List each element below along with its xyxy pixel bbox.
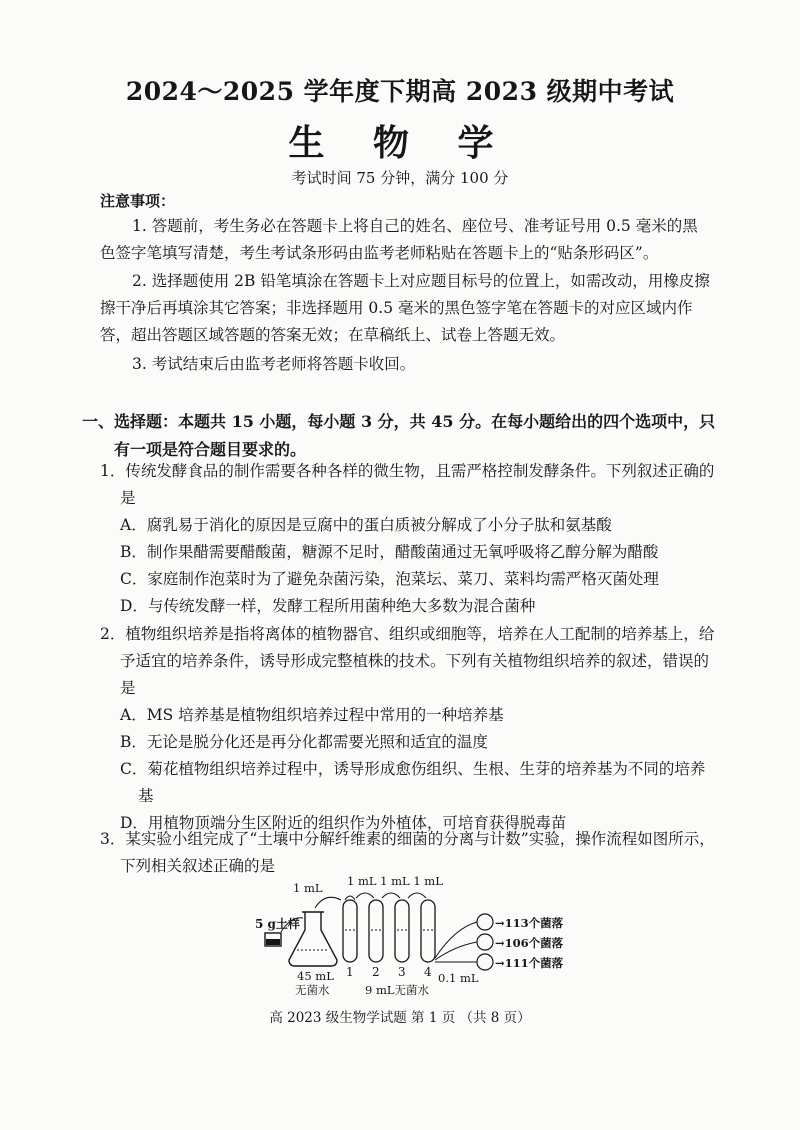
transfer-arrow-icon <box>315 897 341 908</box>
tube-label: 2 <box>372 965 380 979</box>
notice-item-3: 3. 考试结束后由监考老师将答题卡收回。 <box>132 355 416 373</box>
option-b: B．制作果醋需要醋酸菌，糖源不足时，醋酸菌通过无氧呼吸将乙醇分解为醋酸 <box>120 543 659 561</box>
test-tube-3-icon <box>382 893 409 962</box>
question-1 <box>100 458 720 620</box>
notice-item-1: 1. 答题前，考生务必在答题卡上将自己的姓名、座位号、准考证号用 0.5 毫米的黑色签字笔填写清楚，考生考试条形码由监考老师粘贴在答题卡上的“贴条形码区”。 <box>100 217 698 262</box>
question-stem: 2．植物组织培养是指将离体的植物器官、组织或细胞等，培养在人工配制的培养基上，给予适宜的培养条件，诱导形成完整植株的技术。下列有关植物组织培养的叙述，错误的是 <box>100 625 715 697</box>
plating-volume-label: 0.1 mL <box>438 971 479 985</box>
section-heading <box>82 408 722 464</box>
option-a: A．腐乳易于消化的原因是豆腐中的蛋白质被分解成了小分子肽和氨基酸 <box>120 516 612 534</box>
plating-arrow-icon <box>435 922 477 958</box>
subject-title: 生 物 学 <box>288 122 512 164</box>
soil-beaker-icon <box>265 933 281 946</box>
page-footer: 高 2023 级生物学试题 第 1 页 （共 8 页） <box>269 1010 531 1026</box>
question-stem: 3．某实验小组完成了“土壤中分解纤维素的细菌的分离与计数”实验，操作流程如图所示，下列相关叙述正确的是 <box>100 830 715 875</box>
test-tube-1-icon <box>343 896 357 962</box>
soil-label: 5 g土样 <box>255 917 300 931</box>
colony-count: →111个菌落 <box>495 956 564 970</box>
exam-title: 2024～2025 学年度下期高 2023 级期中考试 <box>125 77 675 106</box>
option-b: B．无论是脱分化还是再分化都需要光照和适宜的温度 <box>120 733 488 751</box>
tube-label: 3 <box>398 965 406 979</box>
series-transfer-label: 1 mL 1 mL 1 mL <box>347 874 443 888</box>
section-heading-line-2: 有一项是符合题目要求的。 <box>114 440 307 459</box>
question-stem: 1．传统发酵食品的制作需要各种各样的微生物，且需严格控制发酵条件。下列叙述正确的是 <box>100 462 715 507</box>
petri-dish-icon <box>477 934 493 950</box>
colony-count: →113个菌落 <box>495 916 564 930</box>
notice-item-2: 2. 选择题使用 2B 铅笔填涂在答题卡上对应题目标号的位置上，如需改动，用橡皮擦擦干净后再填涂其它答案；非选择题用 0.5 毫米的黑色签字笔在答题卡的对应区域内作答，超出答题区域答题的答案无效；在草稿纸上、试卷上答题无效。 <box>100 272 710 344</box>
dilution-figure <box>255 870 585 1000</box>
option-c: C．菊花植物组织培养过程中，诱导形成愈伤组织、生根、生芽的培养基为不同的培养基 <box>120 760 706 805</box>
exam-info: 考试时间 75 分钟，满分 100 分 <box>291 169 509 187</box>
option-a: A．MS 培养基是植物组织培养过程中常用的一种培养基 <box>120 706 504 724</box>
plating-arrow-icon <box>435 942 477 960</box>
first-transfer-label: 1 mL <box>293 881 323 895</box>
flask-volume: 45 mL <box>297 969 334 983</box>
tube-label: 1 <box>346 965 354 979</box>
section-heading-line-1: 一、选择题：本题共 15 小题，每小题 3 分，共 45 分。在每小题给出的四个选项中，只 <box>82 412 716 431</box>
colony-count: →106个菌落 <box>495 936 564 950</box>
notice-title: 注意事项： <box>100 192 176 210</box>
option-d: D．与传统发酵一样，发酵工程所用菌种绝大多数为混合菌种 <box>120 597 536 615</box>
test-tube-4-icon <box>408 893 435 962</box>
question-2 <box>100 621 720 837</box>
flask-water: 无菌水 <box>295 983 330 997</box>
option-d: D．用植物顶端分生区附近的组织作为外植体，可培育获得脱毒苗 <box>120 814 567 832</box>
petri-dish-icon <box>477 914 493 930</box>
test-tube-2-icon <box>356 893 383 962</box>
petri-dish-icon <box>477 954 493 970</box>
tube-label: 4 <box>424 965 432 979</box>
option-c: C．家庭制作泡菜时为了避免杂菌污染，泡菜坛、菜刀、菜料均需严格灭菌处理 <box>120 570 659 588</box>
tubes-water-label: 9 mL无菌水 <box>365 983 430 997</box>
